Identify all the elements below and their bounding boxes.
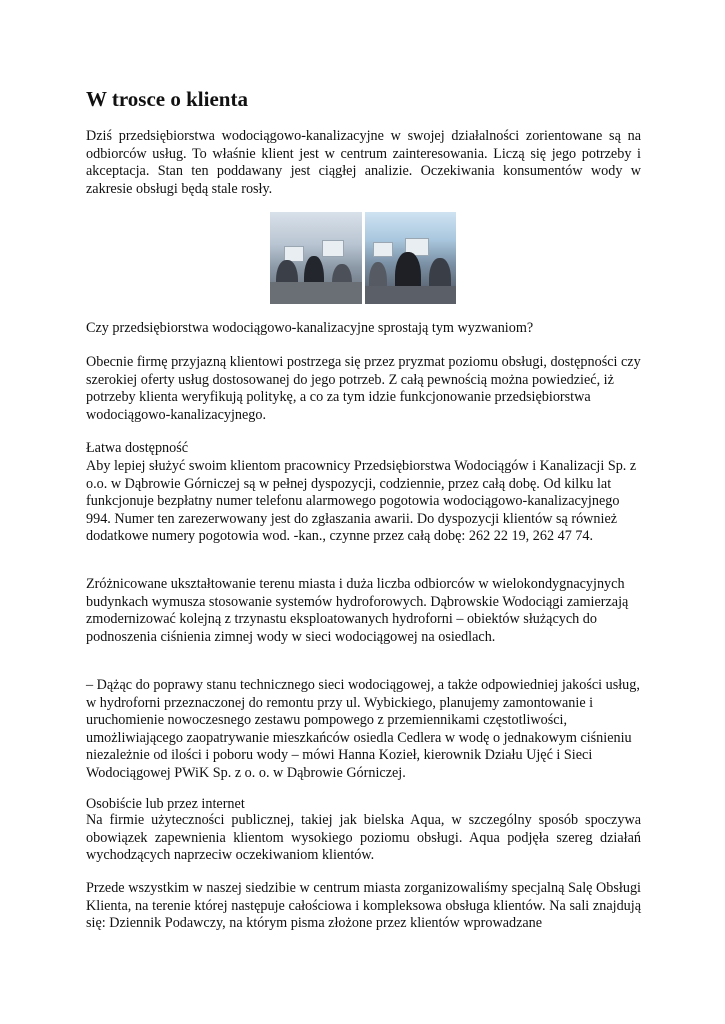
office-workers-photo-icon xyxy=(270,212,362,304)
customer-service-hall-photo-icon xyxy=(365,212,457,304)
intro-paragraph: Dziś przedsiębiorstwa wodociągowo-kanalizacyjne w swojej działalności zorientowane są na odbiorców usług. To właśnie klient jest w centrum zainteresowania. Liczą się jego potrzeby i akceptacja. Stan ten poddawany jest ciągłej analizie. Oczekiwania konsumentów wody w zakresie obsługi będą stale rosły. xyxy=(86,128,641,197)
section-heading-internet: Osobiście lub przez internet xyxy=(86,796,245,812)
article-title: W trosce o klienta xyxy=(86,87,248,111)
article-photo xyxy=(270,212,456,304)
internet-paragraph: Na firmie użyteczności publicznej, takiej jak bielska Aqua, w szczególny sposób spoczywa obowiązek zapewnienia klientom wysokiego poziomu obsługi. Aqua podjęła szereg działań wychodzących naprzeciw oczekiwaniom klientów. xyxy=(86,812,641,864)
access-paragraph: Aby lepiej służyć swoim klientom pracownicy Przedsiębiorstwa Wodociągów i Kanalizacji Sp. z o.o. w Dąbrowie Górniczej są w pełnej dyspozycji, codziennie, przez całą dobę. Od kilku lat funkcjonuje bezpłatny numer telefonu alarmowego pogotowia wodociągowo-kanalizacyjnego 994. Numer ten zarezerwowany jest do zgłaszania awarii. Do dyspozycji klientów są również dodatkowe numery pogotowia wod. -kan., czynne przez całą dobę: 262 22 19, 262 47 74. xyxy=(86,458,637,545)
quote-paragraph: – Dążąc do poprawy stanu technicznego sieci wodociągowej, a także odpowiedniej jakości usług, w hydroforni przeznaczonej do remontu przy ul. Wybickiego, planujemy zamontowanie i uruchomienie nowoczesnego zestawu pompowego z przemiennikami częstotliwości, umożliwiającego zaopatrywanie mieszkańców osiedla Cedlera w wodę o jednakowym ciśnieniu niezależnie od ilości i poboru wody – mówi Hanna Kozieł, kierownik Działu Ujęć i Sieci Wodociągowej PWiK Sp. z o. o. w Dąbrowie Górniczej. xyxy=(86,677,640,781)
office-paragraph: Przede wszystkim w naszej siedzibie w centrum miasta zorganizowaliśmy specjalną Salę Obsługi Klienta, na terenie której następuje całościowa i kompleksowa obsługa klientów. Na sali znajdują się: Dziennik Podawczy, na którym pisma złożone przez klientów wprowadzane xyxy=(86,880,641,932)
intro-body-paragraph: Obecnie firmę przyjazną klientowi postrzega się przez pryzmat poziomu obsługi, dostępności czy szerokiej oferty usług dostosowanej do jego potrzeb. Z całą pewnością można powiedzieć, iż potrzeby klienta weryfikują politykę, a co za tym idzie funkcjonowanie przedsiębiorstwa wodociągowo-kanalizacyjnego. xyxy=(86,354,641,423)
question-paragraph: Czy przedsiębiorstwa wodociągowo-kanalizacyjne sprostają tym wyzwaniom? xyxy=(86,320,534,336)
terrain-paragraph: Zróżnicowane ukształtowanie terenu miasta i duża liczba odbiorców w wielokondygnacyjnych budynkach wymusza stosowanie systemów hydroforowych. Dąbrowskie Wodociągi zamierzają zmodernizować kolejną z trzynastu eksploatowanych hydroforni – obiektów służących do podnoszenia ciśnienia zimnej wody w sieci wodociągowej na osiedlach. xyxy=(86,576,629,645)
section-heading-access: Łatwa dostępność xyxy=(86,440,189,456)
